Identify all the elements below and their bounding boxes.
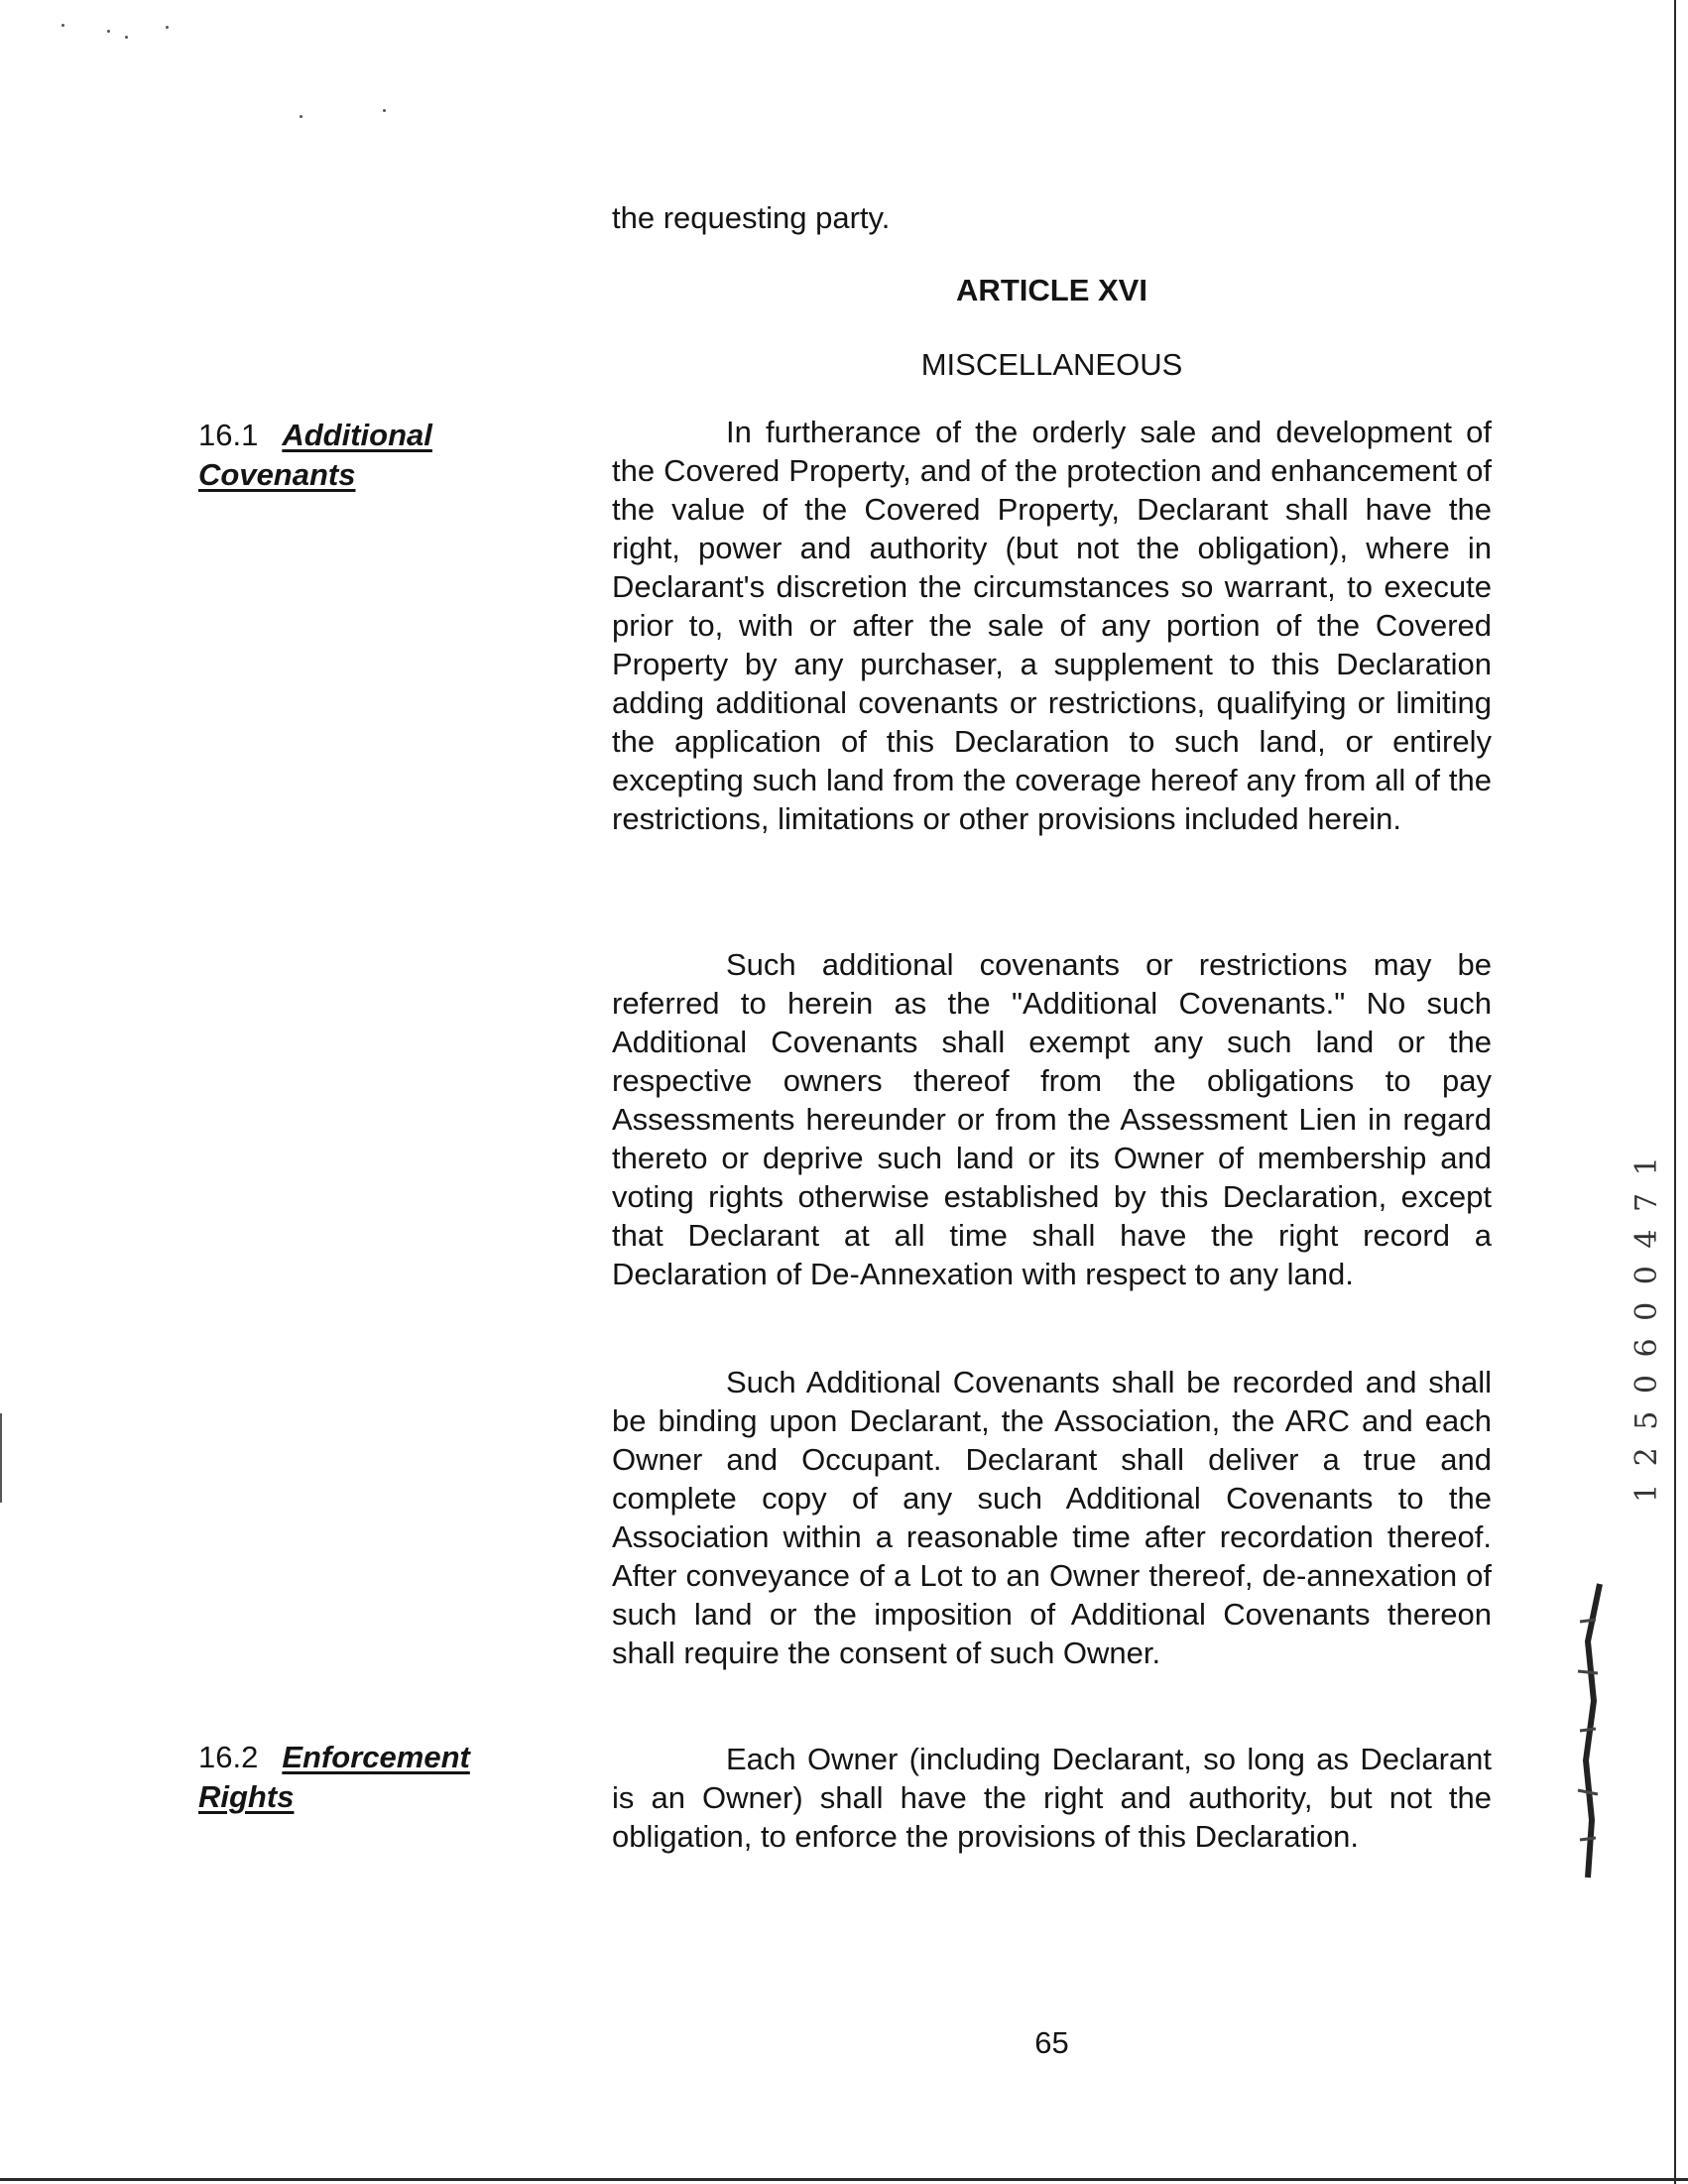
signature-mark-icon: [1570, 1582, 1610, 1880]
section-paragraph: Each Owner (including Declarant, so long as Declarant is an Owner) shall have the right and authority, but not the obligation, to enforce the provisions of this Declaration.: [612, 1742, 1492, 1854]
section-paragraph: In furtherance of the orderly sale and development of the Covered Property, and of the protection and enhancement of the value of the Covered Property, Declarant shall have the right, power and authority (but not the obligation), where in Declarant's discretion the circumstances so warrant, to execute prior to, with or after the sale of any portion of the Covered Property by any purchaser, a supplement to this Declaration adding additional covenants or restrictions, qualifying or limiting the application of this Declaration to such land, or entirely excepting such land from the coverage hereof any from all of the restrictions, limitations or other provisions included herein.: [612, 415, 1492, 836]
section-paragraph: Such additional covenants or restrictions may be referred to herein as the "Additional Covenants." No such Additional Covenants shall exempt any such land or the respective owners thereof from the obligations to pay Assessments hereunder or from the Assessment Lien in regard thereto or deprive such land or its Owner of membership and voting rights otherwise established by this Declaration, except that Declarant at all time shall have the right record a Declaration of De-Annexation with respect to any land.: [612, 947, 1492, 1291]
carryover-text: the requesting party.: [612, 200, 891, 235]
scan-speck: [125, 36, 128, 39]
section-number: 16.1: [198, 418, 259, 452]
recording-number: 1 2 5 0 6 0 0 4 7 1: [1629, 1153, 1664, 1503]
section-title-line2: Rights: [198, 1779, 295, 1814]
scan-speck: [166, 26, 169, 29]
page-number: 65: [1034, 2025, 1069, 2060]
section-title-line1: Additional: [282, 418, 432, 452]
scan-edge-left: [0, 1413, 2, 1503]
scan-speck: [300, 115, 302, 118]
section-title-line1: Enforcement: [282, 1740, 470, 1774]
scan-speck: [383, 109, 386, 112]
article-label: ARTICLE XVI: [956, 273, 1147, 307]
section-number: 16.2: [198, 1740, 259, 1774]
section-heading: [198, 416, 536, 495]
article-title: MISCELLANEOUS: [920, 347, 1183, 382]
scan-speck: [61, 24, 64, 27]
scan-edge-right: [1674, 0, 1676, 2184]
scan-speck: [107, 30, 110, 33]
scan-edge-bottom: [0, 2178, 1688, 2181]
section-paragraph: Such Additional Covenants shall be recorded and shall be binding upon Declarant, the Association, the ARC and each Owner and Occupant. Declarant shall deliver a true and complete copy of any such Additional Covenants to the Association within a reasonable time after recordation thereof. After conveyance of a Lot to an Owner thereof, de-annexation of such land or the imposition of Additional Covenants thereon shall require the consent of such Owner.: [612, 1365, 1492, 1670]
section-heading: [198, 1738, 536, 1817]
section-title-line2: Covenants: [198, 457, 356, 492]
